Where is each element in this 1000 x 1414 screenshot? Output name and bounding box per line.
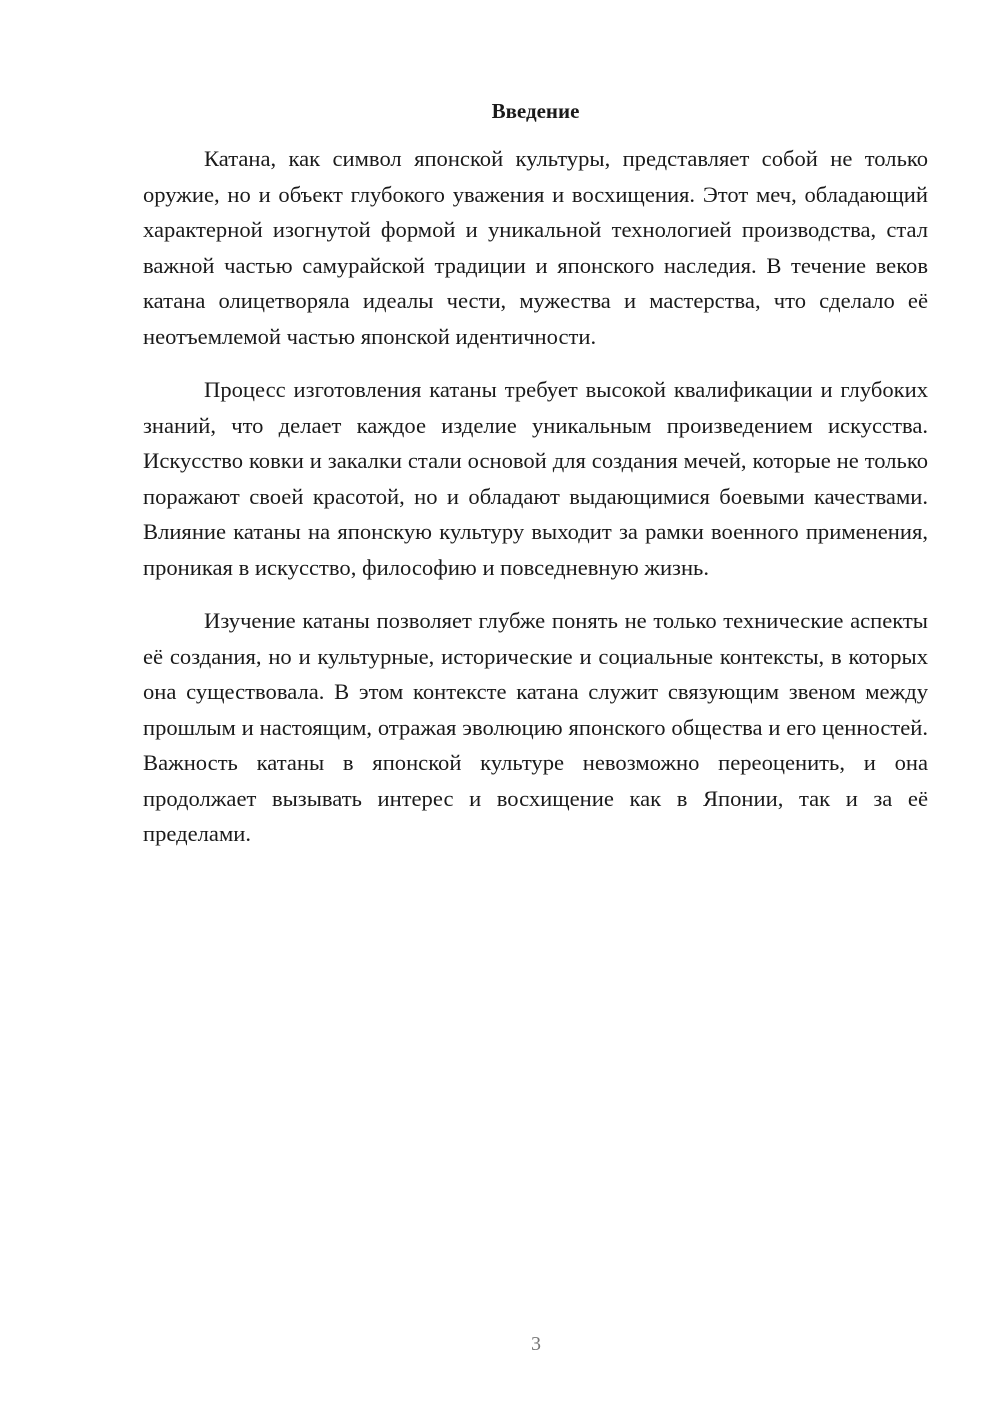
page-number: 3: [531, 1333, 541, 1355]
body-text: [143, 141, 928, 870]
paragraph-2: Процесс изготовления катаны требует высокой квалификации и глубоких знаний, что делает каждое изделие уникальным произведением искусства. Искусство ковки и закалки стали основой для создания мечей, которые не только поражают своей красотой, но и обладают выдающимися боевыми качествами. Влияние катаны на японскую культуру выходит за рамки военного применения, проникая в искусство, философию и повседневную жизнь.: [143, 377, 928, 580]
paragraph-3: Изучение катаны позволяет глубже понять не только технические аспекты её создания, но и культурные, исторические и социальные контексты, в которых она существовала. В этом контексте катана служит связующим звеном между прошлым и настоящим, отражая эволюцию японского общества и его ценностей. Важность катаны в японской культуре невозможно переоценить, и она продолжает вызывать интерес и восхищение как в Японии, так и за её пределами.: [143, 608, 928, 846]
section-heading: Введение: [491, 99, 580, 123]
paragraph-1: Катана, как символ японской культуры, представляет собой не только оружие, но и объект глубокого уважения и восхищения. Этот меч, обладающий характерной изогнутой формой и уникальной технологией производства, стал важной частью самурайской традиции и японского наследия. В течение веков катана олицетворяла идеалы чести, мужества и мастерства, что сделало её неотъемлемой частью японской идентичности.: [143, 146, 928, 349]
